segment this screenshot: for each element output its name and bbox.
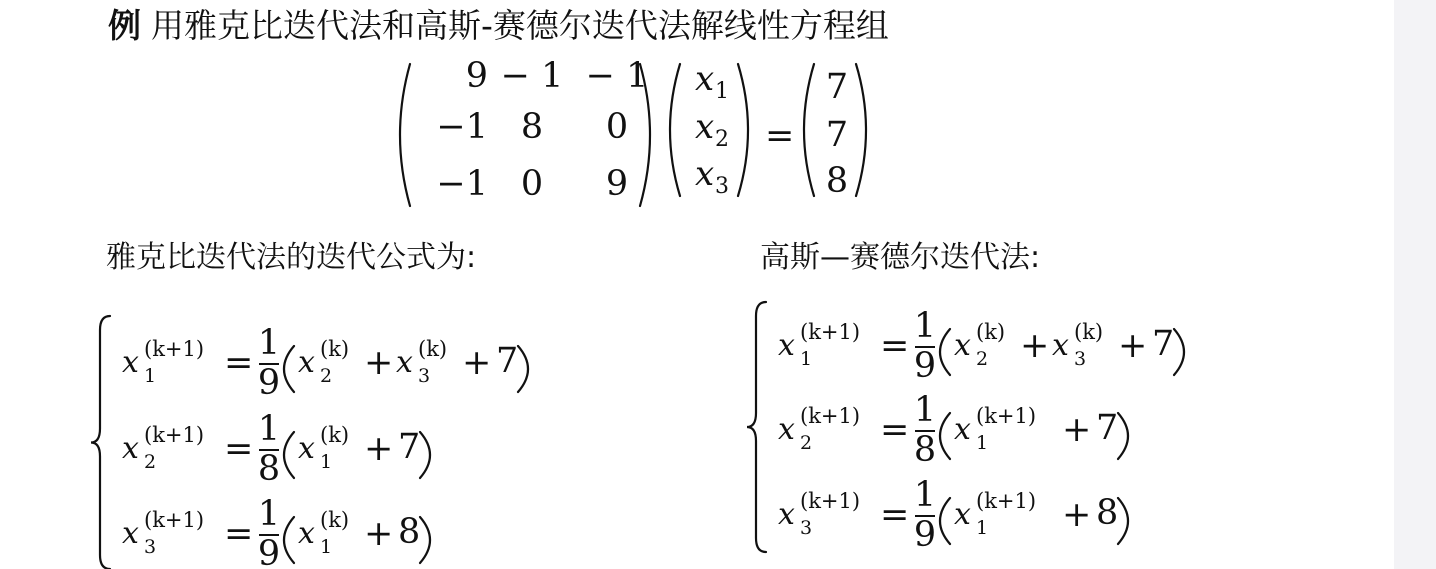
plus-sign: + <box>364 343 394 383</box>
matrix-entry: 8 <box>520 107 544 147</box>
fraction-denominator: 8 <box>257 449 281 489</box>
superscript: (k+1) <box>800 489 861 513</box>
constant: 8 <box>398 512 421 552</box>
gauss-seidel-heading: 高斯—赛德尔迭代法: <box>760 240 1041 275</box>
matrix-entry: −1 <box>436 107 488 147</box>
subscript: 1 <box>976 432 989 454</box>
variable-x: x <box>778 328 795 363</box>
superscript: (k) <box>418 337 448 361</box>
variable-x: x <box>298 516 315 551</box>
right-paren <box>1118 413 1128 459</box>
fraction-numerator: 1 <box>913 475 937 515</box>
subscript: 1 <box>800 348 813 370</box>
subscript: 1 <box>320 451 333 473</box>
subscript: 2 <box>800 432 813 454</box>
matrix-entry: 9 <box>465 56 488 96</box>
subscript: 3 <box>800 517 813 539</box>
constant: 7 <box>1152 324 1175 364</box>
left-paren <box>284 432 294 478</box>
fraction-numerator: 1 <box>257 494 281 534</box>
matrix-left-paren <box>400 64 410 206</box>
matrix-entry: 0 <box>605 107 629 147</box>
vector-b-right-paren <box>856 64 866 196</box>
matrix-entry: 0 <box>520 164 544 204</box>
matrix-entry: 9 <box>605 164 629 204</box>
vector-x-right-paren <box>738 64 748 196</box>
variable-x: x <box>122 345 139 380</box>
constant: 7 <box>398 427 421 467</box>
superscript: (k+1) <box>976 404 1037 428</box>
superscript: (k) <box>320 337 350 361</box>
variable-x: x <box>778 412 795 447</box>
superscript: (k+1) <box>144 423 205 447</box>
fraction-numerator: 1 <box>257 409 281 449</box>
superscript: (k+1) <box>144 508 205 532</box>
equals-sign: = <box>880 410 910 450</box>
variable-x: x <box>954 412 971 447</box>
fraction-denominator: 9 <box>913 515 937 555</box>
equals-sign: = <box>880 326 910 366</box>
subscript: 3 <box>715 174 729 199</box>
fraction-numerator: 1 <box>913 390 937 430</box>
subscript: 3 <box>144 536 157 558</box>
constant: 7 <box>1096 408 1119 448</box>
subscript: 2 <box>976 348 989 370</box>
superscript: (k+1) <box>144 337 205 361</box>
subscript: 3 <box>1074 348 1087 370</box>
subscript: 1 <box>144 365 157 387</box>
subscript: 2 <box>320 365 333 387</box>
superscript: (k+1) <box>800 404 861 428</box>
variable-x: x <box>396 345 413 380</box>
variable-x: x <box>298 431 315 466</box>
left-paren <box>940 413 950 459</box>
variable-x: x <box>122 516 139 551</box>
variable-x: x <box>954 328 971 363</box>
subscript: 1 <box>715 79 729 104</box>
plus-sign: + <box>1118 326 1148 366</box>
left-paren <box>284 517 294 563</box>
superscript: (k) <box>320 508 350 532</box>
gauss-seidel-system-brace <box>747 302 766 552</box>
matrix-entry: − 1 <box>500 56 564 96</box>
matrix-entry: − 1 <box>585 56 649 96</box>
variable-x: x <box>298 345 315 380</box>
jacobi-heading: 雅克比迭代法的迭代公式为: <box>106 240 477 275</box>
superscript: (k) <box>976 320 1006 344</box>
plus-sign: + <box>364 429 394 469</box>
scrollbar-track[interactable] <box>1394 0 1436 569</box>
subscript: 1 <box>976 517 989 539</box>
fraction-numerator: 1 <box>913 306 937 346</box>
fraction-denominator: 9 <box>257 363 281 403</box>
fraction-denominator: 9 <box>913 346 937 386</box>
subscript: 2 <box>144 451 157 473</box>
vector-x-entry: x <box>695 154 715 194</box>
matrix-entry: −1 <box>436 164 488 204</box>
left-paren <box>940 498 950 544</box>
superscript: (k) <box>1074 320 1104 344</box>
right-paren <box>420 517 430 563</box>
equals-sign: = <box>880 495 910 535</box>
superscript: (k+1) <box>800 320 861 344</box>
vector-b-left-paren <box>804 64 814 196</box>
superscript: (k+1) <box>976 489 1037 513</box>
equals-sign: = <box>224 429 254 469</box>
constant: 7 <box>496 341 519 381</box>
right-paren <box>1118 498 1128 544</box>
vector-x-entry: x <box>695 59 715 99</box>
variable-x: x <box>1052 328 1069 363</box>
right-paren <box>420 432 430 478</box>
subscript: 2 <box>715 127 729 152</box>
right-paren <box>1174 329 1184 375</box>
superscript: (k) <box>320 423 350 447</box>
equals-sign: = <box>224 514 254 554</box>
fraction-numerator: 1 <box>257 323 281 363</box>
subscript: 1 <box>320 536 333 558</box>
plus-sign: + <box>1062 410 1092 450</box>
right-paren <box>518 346 528 392</box>
plus-sign: + <box>1062 495 1092 535</box>
subscript: 3 <box>418 365 431 387</box>
variable-x: x <box>122 431 139 466</box>
equals-sign: = <box>224 343 254 383</box>
constant: 8 <box>1096 493 1119 533</box>
variable-x: x <box>778 497 795 532</box>
fraction-denominator: 8 <box>913 430 937 470</box>
example-label: 例 <box>108 6 141 45</box>
plus-sign: + <box>364 514 394 554</box>
vector-b-entry: 7 <box>825 115 849 155</box>
plus-sign: + <box>1020 326 1050 366</box>
vector-b-entry: 8 <box>825 161 849 201</box>
vector-x-left-paren <box>670 64 680 196</box>
variable-x: x <box>954 497 971 532</box>
vector-x-entry: x <box>695 107 715 147</box>
left-paren <box>284 346 294 392</box>
problem-text: 用雅克比迭代法和高斯-赛德尔迭代法解线性方程组 <box>151 6 889 45</box>
left-paren <box>940 329 950 375</box>
fraction-denominator: 9 <box>257 534 281 569</box>
equals-sign: = <box>765 116 795 156</box>
vector-b-entry: 7 <box>825 67 849 107</box>
jacobi-system-brace <box>91 316 110 569</box>
plus-sign: + <box>462 343 492 383</box>
